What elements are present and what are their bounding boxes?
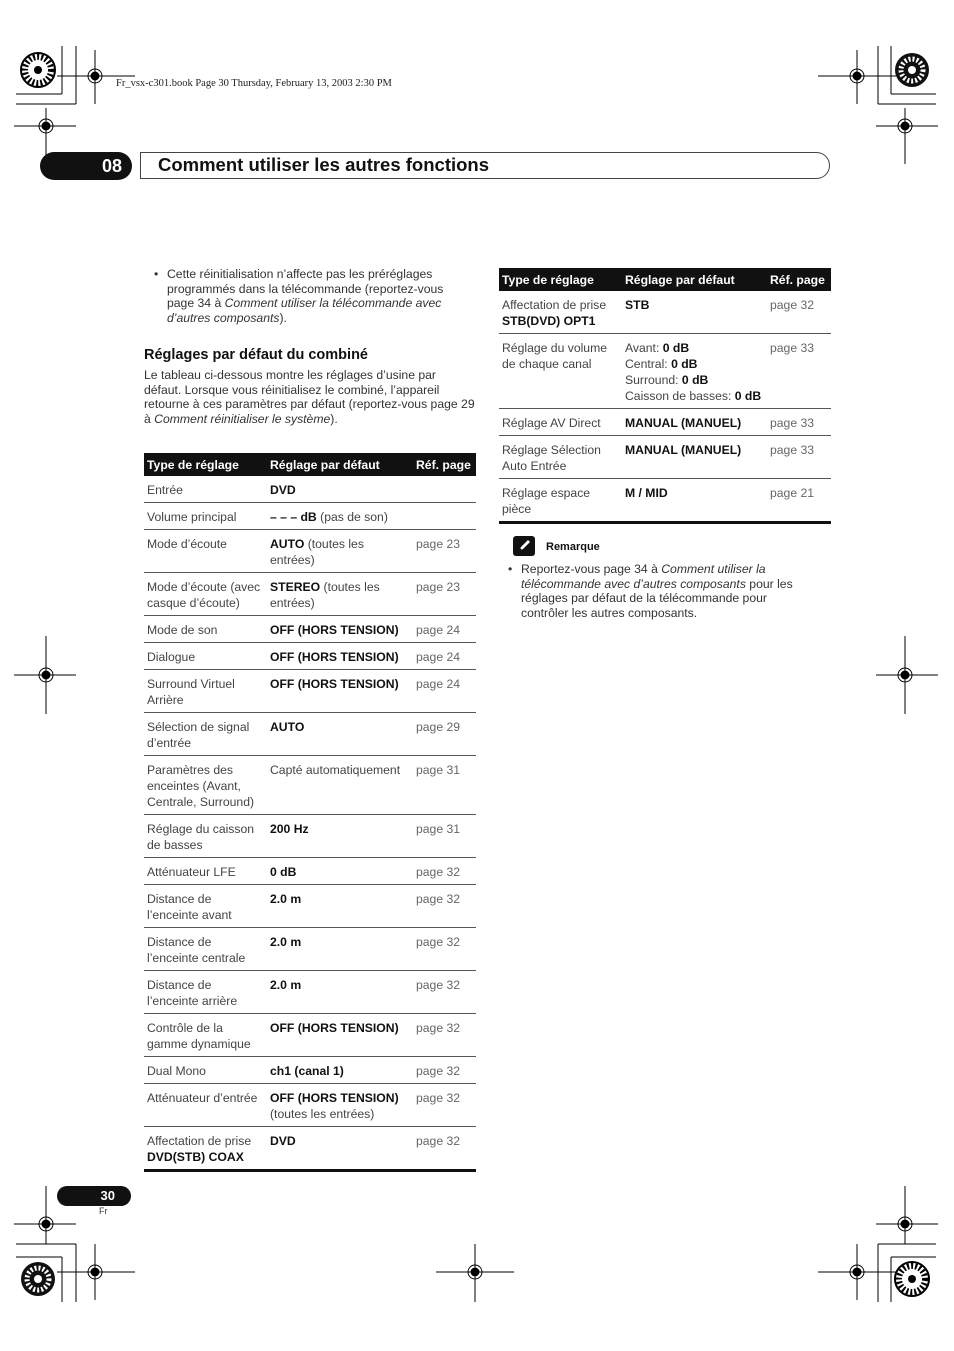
default-value: ch1 (canal 1) [270, 1064, 344, 1078]
table-row [499, 334, 831, 409]
table-row [499, 409, 831, 436]
setting-type: Réglage du volume de chaque canal [502, 341, 608, 371]
default-value-note: (toutes les entrées) [270, 580, 380, 610]
page-ref: page 32 [416, 1021, 461, 1035]
page-ref: page 23 [416, 580, 461, 594]
setting-type-cell [144, 858, 267, 885]
setting-type-cell [499, 334, 622, 409]
default-label: Avant: [625, 341, 663, 355]
setting-type-cell [144, 971, 267, 1014]
table-row [144, 815, 476, 858]
note-ref-title: Comment utiliser la télécommande avec d’autres composants [521, 562, 766, 591]
setting-type-cell [144, 670, 267, 713]
intro-ref-title: Comment réinitialiser le système [154, 412, 331, 427]
setting-type: Surround Virtuel Arrière [147, 677, 235, 707]
note-text: Reportez-vous page 34 à [521, 562, 662, 576]
reset-bullet-ref-title: Comment utiliser la télécommande avec d’autres composants [167, 296, 442, 326]
table-header-row [144, 453, 476, 476]
header-default: Réglage par défaut [622, 268, 767, 291]
table-row [144, 670, 476, 713]
page-ref-cell [767, 409, 831, 436]
chapter-number-badge: 08 [40, 152, 132, 180]
page-ref: page 31 [416, 822, 461, 836]
default-value: 0 dB [681, 373, 709, 387]
default-value-note: (toutes les entrées) [270, 537, 364, 567]
default-value: 2.0 m [270, 935, 302, 949]
page-ref-cell [767, 334, 831, 409]
page-language: Fr [99, 1206, 108, 1216]
default-line [625, 485, 764, 501]
section-heading: Réglages par défaut du combiné [144, 347, 368, 363]
page-ref: page 24 [416, 650, 461, 664]
default-value-cell [267, 815, 413, 858]
default-value: STB [625, 298, 650, 312]
setting-type-cell [144, 885, 267, 928]
default-value: OFF (HORS TENSION) [270, 677, 399, 691]
setting-type: Entrée [147, 483, 183, 497]
setting-type-cell [144, 713, 267, 756]
default-value-note: (pas de son) [316, 510, 388, 524]
table-row [144, 971, 476, 1014]
default-value-cell [267, 573, 413, 616]
default-value: MANUAL (MANUEL) [625, 416, 742, 430]
table-row [144, 885, 476, 928]
setting-type-cell [499, 409, 622, 436]
default-line [625, 372, 764, 388]
setting-type: Affectation de prise [502, 298, 607, 312]
default-value-cell [267, 643, 413, 670]
default-value: M / MID [625, 486, 668, 500]
default-label: Central: [625, 357, 672, 371]
page-ref: page 32 [416, 892, 461, 906]
default-value: OFF (HORS TENSION) [270, 623, 399, 637]
default-value: MANUAL (MANUEL) [625, 443, 742, 457]
header-ref: Réf. page [413, 453, 476, 476]
default-value: 0 dB [671, 357, 698, 371]
table-row [499, 436, 831, 479]
default-value-cell [267, 616, 413, 643]
setting-type-cell [144, 756, 267, 815]
setting-type-cell [144, 476, 267, 503]
setting-type-cell [144, 616, 267, 643]
bullet-dot: • [508, 562, 513, 576]
page-ref: page 24 [416, 677, 461, 691]
default-value: AUTO [270, 720, 305, 734]
setting-type-cell [144, 1084, 267, 1127]
page-number-badge: 30 [57, 1186, 131, 1206]
default-value: STEREO [270, 580, 321, 594]
page-ref-cell [413, 643, 476, 670]
page-ref-cell [767, 479, 831, 523]
page-ref-cell [413, 476, 476, 503]
file-header-line: Fr_vsx-c301.book Page 30 Thursday, February 13, 2003 2:30 PM [116, 78, 392, 89]
setting-type-detail: STB(DVD) OPT1 [502, 314, 596, 328]
setting-type-cell [499, 479, 622, 523]
default-settings-table-right [499, 268, 831, 524]
default-line [625, 356, 764, 372]
page-ref-cell [413, 573, 476, 616]
note-tail: pour les réglages par défaut de la télécommande pour contrôler les autres composants. [521, 576, 793, 621]
table-row [144, 643, 476, 670]
default-value-cell [267, 503, 413, 530]
default-value-cell [622, 436, 767, 479]
default-value-cell [267, 858, 413, 885]
table-row [144, 928, 476, 971]
note-bullet [508, 562, 811, 621]
default-value-cell [267, 756, 413, 815]
page-ref-cell [767, 436, 831, 479]
header-ref: Réf. page [767, 268, 831, 291]
default-value-cell [267, 476, 413, 503]
default-line [625, 297, 764, 313]
default-value-cell [267, 885, 413, 928]
setting-type-cell [144, 1057, 267, 1084]
setting-type: Atténuateur LFE [147, 865, 236, 879]
table-row [144, 1127, 476, 1171]
page-ref-cell [767, 291, 831, 334]
setting-type-cell [499, 291, 622, 334]
page-ref: page 33 [770, 443, 815, 457]
page-ref: page 32 [416, 978, 461, 992]
table-row [144, 573, 476, 616]
default-value-cell [267, 713, 413, 756]
table-row [144, 1014, 476, 1057]
setting-type: Sélection de signal d’entrée [147, 720, 250, 750]
setting-type-cell [144, 503, 267, 530]
default-value: DVD [270, 483, 296, 497]
default-value-cell [267, 1057, 413, 1084]
default-value-cell [267, 1014, 413, 1057]
table-row [144, 476, 476, 503]
table-row [499, 479, 831, 523]
page-ref: page 32 [416, 1134, 461, 1148]
setting-type: Paramètres des enceintes (Avant, Centrale, Surround) [147, 763, 255, 809]
setting-type-cell [144, 928, 267, 971]
default-value-cell [267, 670, 413, 713]
page-ref: page 33 [770, 341, 815, 355]
page-ref: page 23 [416, 537, 461, 551]
bullet-dot: • [154, 267, 159, 281]
intro-tail: ). [330, 412, 338, 427]
default-label: Caisson de basses: [625, 389, 735, 403]
table-row [144, 1084, 476, 1127]
default-value-note: Capté automatiquement [270, 763, 401, 777]
page-ref: page 29 [416, 720, 461, 734]
setting-type-detail: DVD(STB) COAX [147, 1150, 244, 1164]
intro-text: Le tableau ci-dessous montre les réglages d’usine par défaut. Lorsque vous réinitialisez le combiné, l’appareil retourne à ces paramètres par défaut (reportez-vous page 29 à [144, 368, 475, 427]
table-header-row [499, 268, 831, 291]
setting-type: Dialogue [147, 650, 196, 664]
default-value: 2.0 m [270, 978, 302, 992]
table-row [144, 858, 476, 885]
setting-type-cell [499, 436, 622, 479]
page-ref-cell [413, 928, 476, 971]
note-label: Remarque [546, 541, 600, 553]
default-value: 2.0 m [270, 892, 302, 906]
setting-type: Distance de l’enceinte centrale [147, 935, 246, 965]
setting-type: Distance de l’enceinte arrière [147, 978, 238, 1008]
default-value: OFF (HORS TENSION) [270, 1091, 399, 1105]
header-default: Réglage par défaut [267, 453, 413, 476]
page-ref: page 32 [416, 865, 461, 879]
table-row [144, 616, 476, 643]
page-ref-cell [413, 503, 476, 530]
setting-type: Réglage espace pièce [502, 486, 591, 516]
default-value-cell [267, 530, 413, 573]
table-row [144, 1057, 476, 1084]
table-row [499, 291, 831, 334]
page-ref-cell [413, 1057, 476, 1084]
section-intro [144, 368, 476, 427]
page-ref-cell [413, 1014, 476, 1057]
default-value: 0 dB [662, 341, 690, 355]
reset-bullet-tail: ). [279, 311, 287, 326]
page-ref-cell [413, 815, 476, 858]
page-ref: page 31 [416, 763, 461, 777]
page-ref: page 32 [416, 935, 461, 949]
page-ref: page 21 [770, 486, 815, 500]
page-ref-cell [413, 858, 476, 885]
setting-type: Réglage Sélection Auto Entrée [502, 443, 601, 473]
default-line [625, 340, 764, 356]
setting-type: Atténuateur d’entrée [147, 1091, 258, 1105]
page-ref: page 32 [770, 298, 815, 312]
page-ref-cell [413, 530, 476, 573]
default-value-cell [622, 409, 767, 436]
header-type: Type de réglage [499, 268, 622, 291]
page-ref-cell [413, 616, 476, 643]
default-value-cell [267, 1084, 413, 1127]
default-value: 0 dB [270, 865, 297, 879]
page-ref-cell [413, 670, 476, 713]
setting-type-cell [144, 643, 267, 670]
default-settings-table-left [144, 453, 476, 1172]
setting-type: Distance de l’enceinte avant [147, 892, 232, 922]
setting-type: Réglage du caisson de basses [147, 822, 255, 852]
reset-bullet-text: Cette réinitialisation n’affecte pas les préréglages programmés dans la télécommande (reportez-vous page 34 à [167, 267, 444, 311]
default-line [625, 442, 764, 458]
setting-type: Mode d’écoute (avec casque d’écoute) [147, 580, 261, 610]
page-ref-cell [413, 713, 476, 756]
reset-bullet [154, 267, 467, 326]
default-value: OFF (HORS TENSION) [270, 650, 399, 664]
header-type: Type de réglage [144, 453, 267, 476]
chapter-title: Comment utiliser les autres fonctions [158, 154, 490, 175]
pencil-note-icon [513, 536, 535, 556]
setting-type: Affectation de prise [147, 1134, 252, 1148]
default-value: AUTO [270, 537, 305, 551]
table-row [144, 530, 476, 573]
page-ref: page 32 [416, 1064, 461, 1078]
default-value-note: (toutes les entrées) [270, 1107, 375, 1121]
default-value: 200 Hz [270, 822, 309, 836]
default-value: DVD [270, 1134, 296, 1148]
setting-type-cell [144, 1127, 267, 1171]
default-label: Surround: [625, 373, 682, 387]
setting-type: Mode de son [147, 623, 218, 637]
setting-type-cell [144, 815, 267, 858]
page-ref: page 32 [416, 1091, 461, 1105]
default-value-cell [267, 1127, 413, 1171]
page-ref-cell [413, 756, 476, 815]
default-value: OFF (HORS TENSION) [270, 1021, 399, 1035]
setting-type: Dual Mono [147, 1064, 206, 1078]
page-ref-cell [413, 1127, 476, 1171]
default-value-cell [622, 334, 767, 409]
default-value-cell [267, 971, 413, 1014]
default-value-cell [267, 928, 413, 971]
page-ref-cell [413, 885, 476, 928]
page-ref: page 24 [416, 623, 461, 637]
default-value: – – – dB [270, 510, 317, 524]
setting-type: Contrôle de la gamme dynamique [147, 1021, 251, 1051]
setting-type: Volume principal [147, 510, 237, 524]
page-ref: page 33 [770, 416, 815, 430]
setting-type-cell [144, 573, 267, 616]
default-line [625, 415, 764, 431]
default-value-cell [622, 291, 767, 334]
table-row [144, 503, 476, 530]
setting-type: Réglage AV Direct [502, 416, 601, 430]
table-row [144, 713, 476, 756]
setting-type: Mode d’écoute [147, 537, 227, 551]
table-row [144, 756, 476, 815]
setting-type-cell [144, 530, 267, 573]
default-value-cell [622, 479, 767, 523]
default-value: 0 dB [734, 389, 762, 403]
page-ref-cell [413, 1084, 476, 1127]
default-line [625, 388, 764, 404]
setting-type-cell [144, 1014, 267, 1057]
page-ref-cell [413, 971, 476, 1014]
